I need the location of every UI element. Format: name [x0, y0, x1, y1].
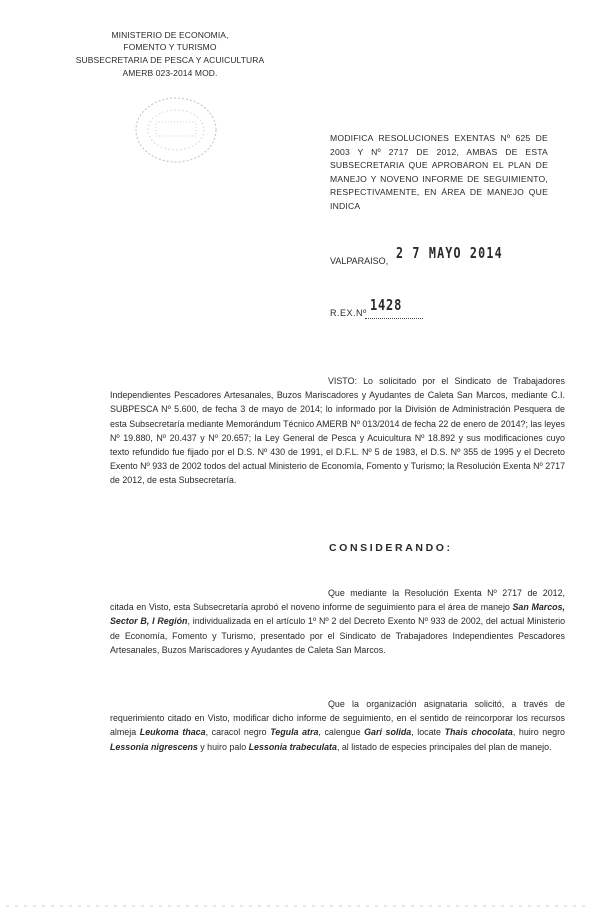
p2-text-e: , calengue [318, 727, 365, 738]
species-tegula-atra: Tegula atra [270, 727, 319, 738]
resolution-number-underline [365, 318, 423, 319]
header-amerb-code: AMERB 023-2014 MOD. [122, 68, 218, 78]
header-subsecretaria: SUBSECRETARIA DE PESCA Y ACUICULTURA [75, 55, 265, 65]
p2-text-g: , locate [411, 727, 445, 738]
considerando-paragraph-2 [110, 697, 565, 754]
header-fomento: FOMENTO Y TURISMO [123, 42, 217, 52]
p1-text-a: Que mediante la Resolución Exenta Nº 2717 de 2012, citada en Visto, esta Subsecretaría aprobó el noveno informe de seguimiento para el área de manejo [110, 588, 565, 613]
resolution-number: 1428 [370, 296, 403, 314]
visto-paragraph: VISTO: Lo solicitado por el Sindicato de Trabajadores Independientes Pescadores Artesanales, Buzos Mariscadores y Ayudantes de Caleta San Marcos, mediante C.I. SUBPESCA Nº 5.600, de fecha 3 de mayo de 2014; lo informado por la División de Administración Pesquera de esta Subsecretaría mediante Memorándum Técnico AMERB Nº 013/2014 de fecha 22 de enero de 2014?; las leyes Nº 19.880, Nº 20.437 y Nº 20.657; la Ley General de Pesca y Acuicultura Nº 18.892 y sus modificaciones cuyo texto refundido fue fijado por el D.S. Nº 430 de 1991, el D.F.L. Nº 5 de 1983, el D.S. Nº 355 de 1995 y el Decreto Exento Nº 933 de 2002 todos del actual Ministerio de Economía, Fomento y Turismo; la Resolución Exenta Nº 2717 de 2012, de esta Subsecretaría. [110, 376, 565, 486]
considerando-paragraph-1 [110, 586, 565, 657]
p2-text-k: y huiro palo [197, 741, 249, 752]
place-label: VALPARAISO, [330, 256, 389, 266]
p1-area-name: San Marcos, Sector B, I Región [110, 602, 565, 627]
date-stamp: 2 7 MAYO 2014 [396, 244, 503, 262]
p2-text-a: Que la organización asignataria solicitó, a través de requerimiento citado en Visto, modificar dicho informe de seguimiento, en el sentido de reincorporar los recursos almeja [110, 699, 565, 738]
resolution-subject: MODIFICA RESOLUCIONES EXENTAS Nº 625 DE 2003 Y Nº 2717 DE 2012, AMBAS DE ESTA SUBSECRETARIA QUE APROBARON EL PLAN DE MANEJO Y NOVENO INFORME DE SEGUIMIENTO, RESPECTIVAMENTE, EN ÁREA DE MANEJO QUE INDICA [330, 133, 548, 211]
p1-text-c: , individualizada en el artículo 1º Nº 2 del Decreto Exento Nº 933 de 2002, del actual Ministerio de Economía, Fomento y Turismo, presentado por el Sindicato de Trabajadores Independientes Pescadores Artesanales, Buzos Mariscadores y Ayudantes de Caleta San Marcos. [110, 616, 566, 655]
footer-scan-mark [6, 900, 586, 912]
faded-seal-stamp [130, 92, 222, 168]
resolution-number-label: R.EX.Nº [330, 308, 367, 318]
species-lessonia-nigrescens: Lessonia nigrescens [110, 741, 198, 752]
species-lessonia-trabeculata: Lessonia trabeculata [248, 741, 337, 752]
header-ministry: MINISTERIO DE ECONOMIA, [111, 30, 229, 40]
species-thais-chocolata: Thais chocolata [444, 727, 513, 738]
p2-text-m: , al listado de especies principales del plan de manejo. [336, 741, 552, 752]
p2-text-c: , caracol negro [205, 727, 271, 738]
considerando-heading: CONSIDERANDO: [329, 542, 453, 554]
p2-text-i: , huiro negro [512, 727, 565, 738]
species-leukoma-thaca: Leukoma thaca [139, 727, 206, 738]
species-gari-solida: Gari solida [364, 727, 412, 738]
